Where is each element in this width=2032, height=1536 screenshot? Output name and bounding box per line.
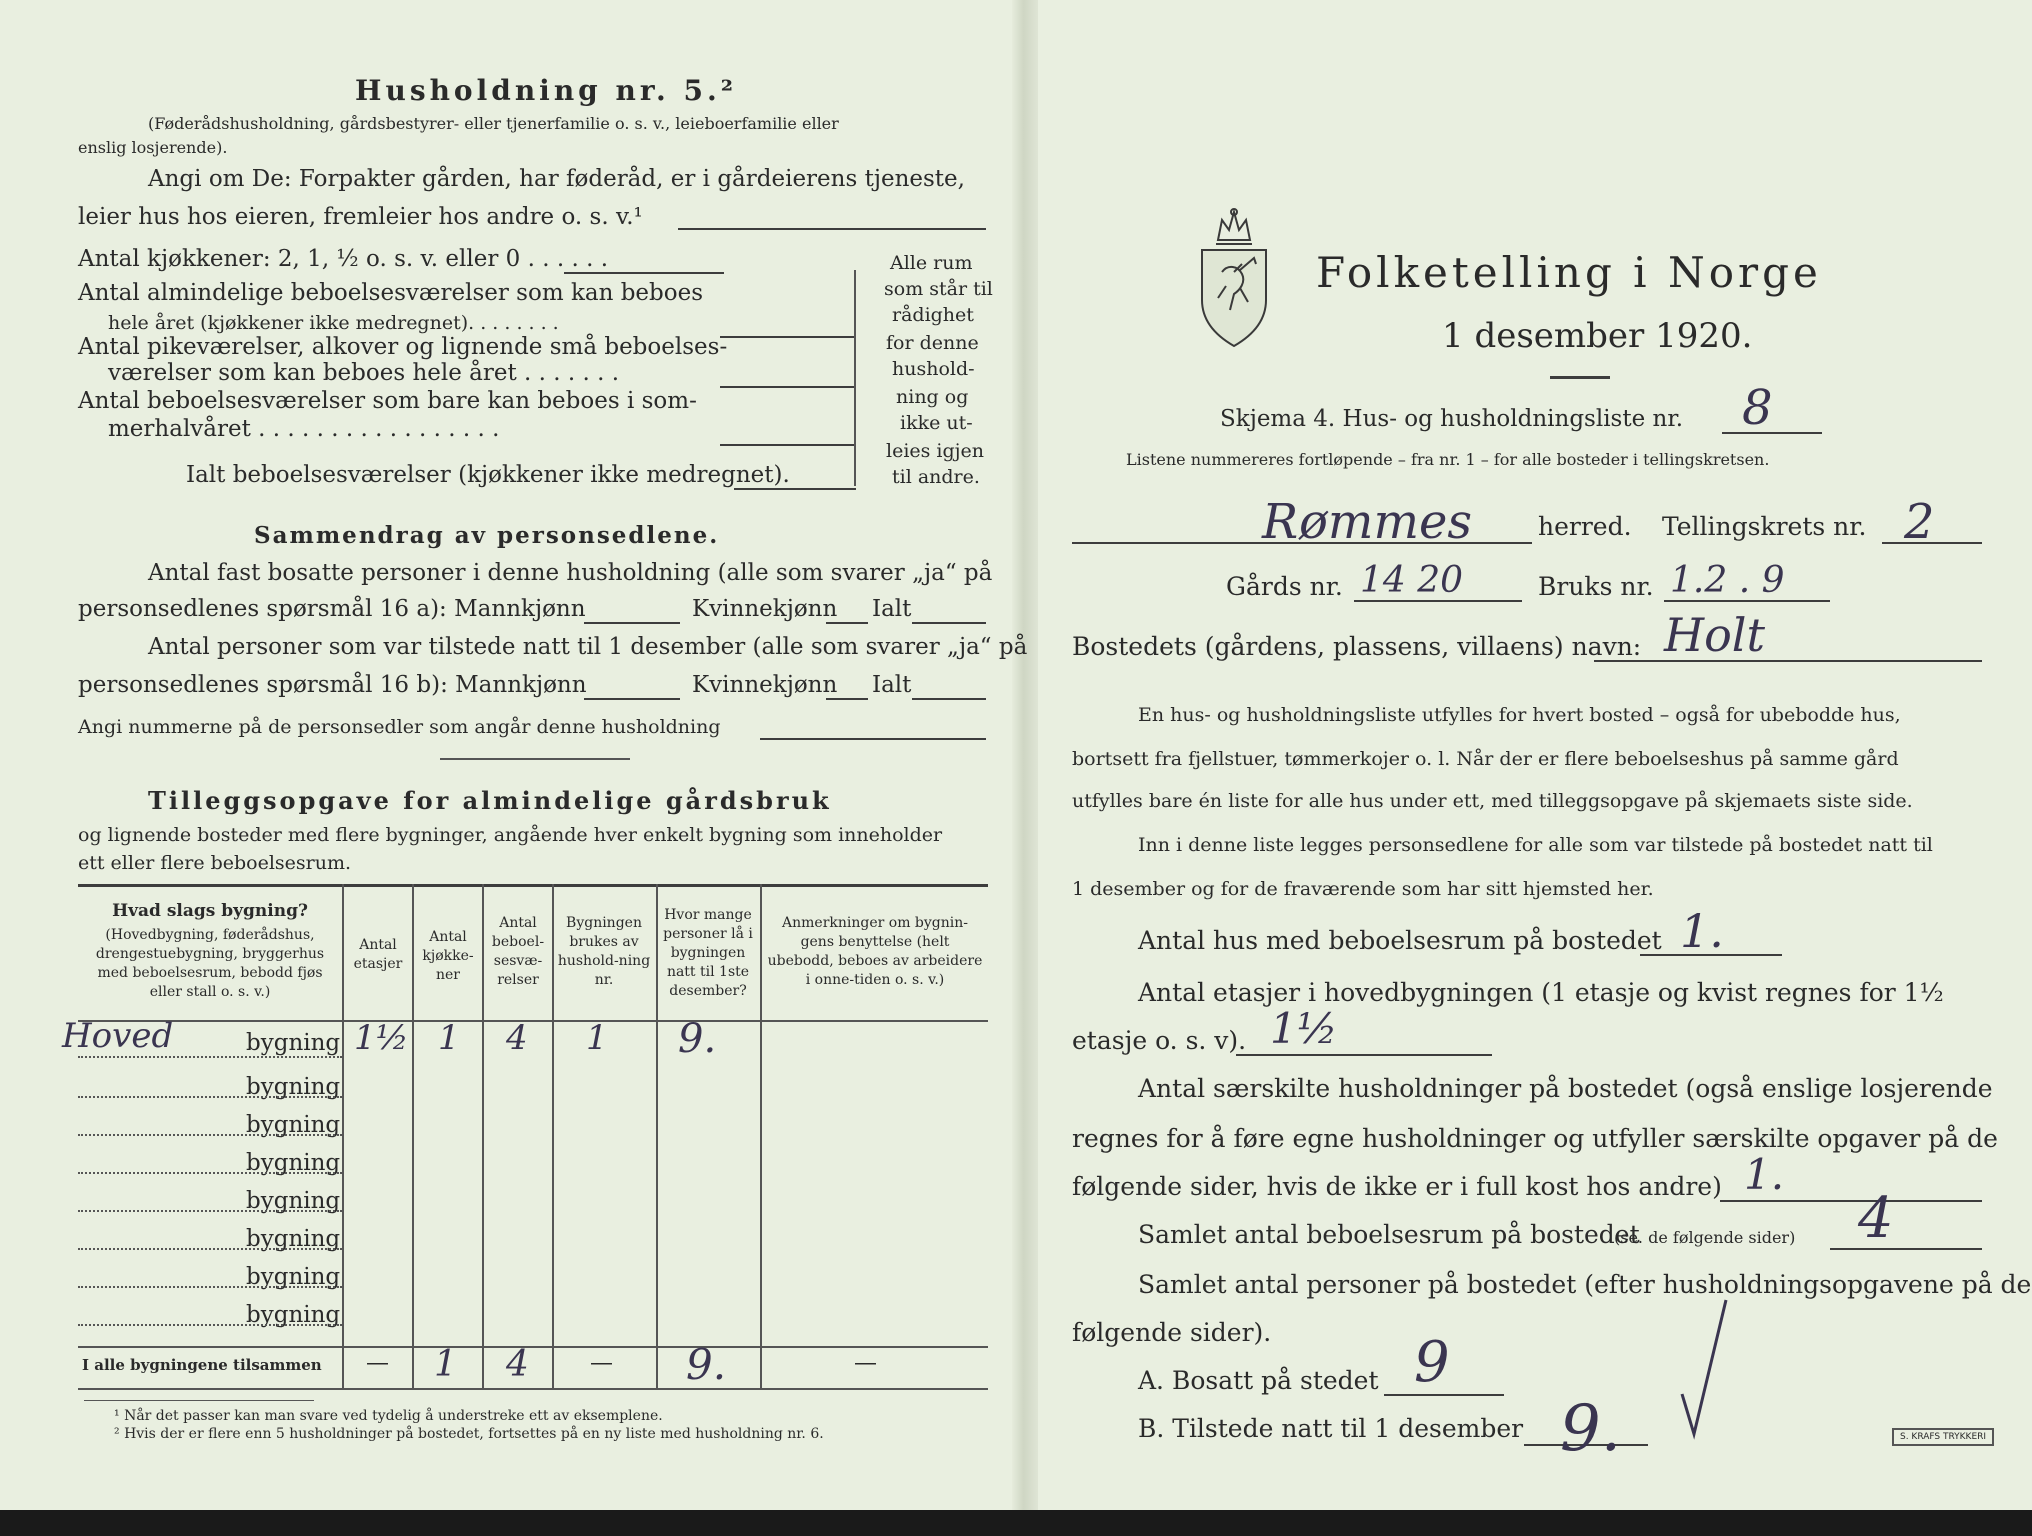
info-line-3: utfylles bare én liste for alle hus under ett, med tilleggsopgave på skjemaets siste side. (1072, 790, 1913, 812)
extra-line-2: ett eller flere beboelsesrum. (78, 852, 352, 874)
row-label: bygning (246, 1150, 341, 1176)
qb-value: 9. (1560, 1392, 1622, 1466)
col-head-rooms: Antal beboel-sesvæ-relser (491, 915, 545, 988)
household-ask-1: Angi om De: Forpakter gården, har føderåd, er i gårdeierens tjeneste, (148, 166, 965, 192)
row-label: bygning (246, 1030, 341, 1056)
rooms-summer-a: Antal beboelsesværelser som bare kan beboes i som- (78, 388, 697, 414)
summary-total-2: Ialt (872, 672, 912, 698)
rooms-total: Ialt beboelsesværelser (kjøkkener ikke medregnet). (186, 462, 790, 488)
schema-label: Skjema 4. Hus- og husholdningsliste nr. (1220, 406, 1684, 432)
rooms-note-3: rådighet (892, 304, 974, 326)
info-line-5: 1 desember og for de fraværende som har sitt hjemsted her. (1072, 878, 1654, 900)
info-line-4: Inn i denne liste legges personsedlene for alle som var tilstede på bostedet natt til (1138, 834, 1933, 856)
census-date: 1 desember 1920. (1442, 316, 1753, 356)
cell-persons: 9. (678, 1016, 717, 1062)
rooms-note-9: til andre. (892, 466, 980, 488)
bosted-value: Holt (1664, 608, 1766, 662)
cell-rooms: 4 (506, 1018, 528, 1058)
total-household: — (590, 1350, 613, 1376)
info-line-2: bortsett fra fjellstuer, tømmerkojer o. l. Når der er flere beboelseshus på samme gård (1072, 748, 1899, 770)
info-line-1: En hus- og husholdningsliste utfylles for hvert bosted – også for ubebodde hus, (1138, 704, 1901, 726)
numbering-note: Listene nummereres fortløpende – fra nr. 1 – for alle bosteder i tellingskretsen. (1126, 450, 1770, 469)
row-label: bygning (246, 1112, 341, 1138)
coat-of-arms-icon (1196, 206, 1272, 348)
cell-kitchens: 1 (438, 1018, 460, 1058)
herred-value: Rømmes (1262, 494, 1472, 550)
gards-label: Gårds nr. (1226, 572, 1343, 601)
footnote-2: ² Hvis der er flere enn 5 husholdninger på bostedet, fortsettes på en ny liste med husholdning nr. 6. (114, 1426, 824, 1442)
summary-female-1: Kvinnekjønn (692, 596, 838, 622)
rooms-note-1: Alle rum (890, 252, 973, 274)
summary-title: Sammendrag av personsedlene. (254, 522, 720, 549)
rooms-note-8: leies igjen (886, 440, 985, 462)
bosted-label: Bostedets (gårdens, plassens, villaens) navn: (1072, 632, 1642, 661)
bruks-value: 1.2 . 9 (1670, 560, 1785, 601)
schema-value: 8 (1742, 380, 1773, 436)
q5-line-2: følgende sider). (1072, 1318, 1272, 1347)
qa-value: 9 (1414, 1330, 1450, 1395)
col-building-head: Hvad slags bygning? (112, 901, 308, 921)
rooms-note-6: ning og (896, 386, 969, 408)
summary-total-1: Ialt (872, 596, 912, 622)
row-label: bygning (246, 1188, 341, 1214)
rooms-note-7: ikke ut- (900, 412, 973, 434)
household-ask-2: leier hus hos eieren, fremleier hos andre o. s. v.¹ (78, 204, 643, 230)
total-persons: 9. (686, 1340, 727, 1389)
summary-line-1: Antal fast bosatte personer i denne husholdning (alle som svarer „ja“ på (148, 560, 993, 586)
q4-note: (se. de følgende sider) (1614, 1228, 1796, 1247)
col-head-household: Bygningen brukes av hushold-ning nr. (557, 915, 651, 988)
footnote-1: ¹ Når det passer kan man svare ved tydelig å understreke ett av eksemplene. (114, 1408, 663, 1424)
krets-label: Tellingskrets nr. (1662, 512, 1867, 541)
rooms-ordinary-a: Antal almindelige beboelsesværelser som kan beboes (78, 280, 704, 306)
total-floors: — (366, 1350, 389, 1376)
col-building-sub: (Hovedbygning, føderådshus, drengestuebygning, bryggerhus med beboelsesrum, bebodd fjøs eller stall o. s. v.) (95, 927, 325, 1000)
q2-line-1: Antal etasjer i hovedbygningen (1 etasje og kvist regnes for 1½ (1138, 978, 1944, 1007)
q4-value: 4 (1858, 1186, 1894, 1251)
building-table (62, 884, 988, 1390)
cell-household: 1 (586, 1018, 608, 1058)
row-label: bygning (246, 1302, 341, 1328)
building-name: Hoved (62, 1016, 174, 1056)
q4-label: Samlet antal beboelsesrum på bostedet (1138, 1220, 1640, 1249)
col-head-remarks: Anmerkninger om bygnin-gens benyttelse (helt ubebodd, beboes av arbeidere i onne-tiden o. s. v.) (767, 915, 983, 988)
summary-line-4: personsedlenes spørsmål 16 b): Mannkjønn (78, 672, 587, 698)
summary-line-3: Antal personer som var tilstede natt til 1 desember (alle som svarer „ja“ på (148, 634, 1028, 660)
cell-floors: 1½ (354, 1018, 409, 1058)
q5-line-1: Samlet antal personer på bostedet (efter husholdningsopgavene på de (1138, 1270, 2032, 1299)
total-rooms: 4 (506, 1344, 529, 1385)
q1-label: Antal hus med beboelsesrum på bostedet (1138, 926, 1662, 955)
q3-line-3: følgende sider, hvis de ikke er i full kost hos andre) (1072, 1172, 1722, 1201)
krets-value: 2 (1904, 494, 1935, 550)
summary-female-2: Kvinnekjønn (692, 672, 838, 698)
q1-value: 1. (1680, 904, 1724, 958)
summary-line-2: personsedlenes spørsmål 16 a): Mannkjønn (78, 596, 586, 622)
rooms-ordinary-b: hele året (kjøkkener ikke medregnet). . . . . . . . (108, 312, 559, 334)
q3-line-1: Antal særskilte husholdninger på bostedet (også enslige losjerende (1138, 1074, 1993, 1103)
col-head-persons: Hvor mange personer lå i bygningen natt til 1ste desember? (663, 907, 753, 999)
rooms-kitchens: Antal kjøkkener: 2, 1, ½ o. s. v. eller 0 . . . . . . (78, 246, 609, 272)
household-intro-1: (Føderådshusholdning, gårdsbestyrer- eller tjenerfamilie o. s. v., leieboerfamilie eller (148, 114, 839, 133)
summary-numbers: Angi nummerne på de personsedler som angår denne husholdning (78, 716, 721, 738)
table-total-label: I alle bygningene tilsammen (82, 1356, 322, 1374)
rooms-note-4: for denne (886, 332, 979, 354)
total-remarks: — (854, 1350, 877, 1376)
rooms-note-5: hushold- (892, 358, 975, 380)
extra-line-1: og lignende bosteder med flere bygninger, angående hver enkelt bygning som inneholder (78, 824, 943, 846)
qa-label: A. Bosatt på stedet (1138, 1366, 1379, 1395)
q2-value: 1½ (1270, 1004, 1338, 1053)
checkmark-icon (1676, 1294, 1736, 1444)
q3-line-2: regnes for å føre egne husholdninger og utfyller særskilte opgaver på de (1072, 1124, 1998, 1153)
col-head-floors: Antal etasjer (353, 937, 403, 972)
rooms-note-2: som står til (884, 278, 993, 300)
herred-label: herred. (1538, 512, 1632, 541)
ask-answer-line (678, 228, 986, 230)
rooms-summer-b: merhalvåret . . . . . . . . . . . . . . . . . (108, 416, 500, 442)
table-row (62, 1016, 988, 1062)
rooms-small-b: værelser som kan beboes hele året . . . . . . . (108, 360, 620, 386)
page-fold (1012, 0, 1038, 1510)
bruks-label: Bruks nr. (1538, 572, 1654, 601)
printer-stamp: S. KRAFS TRYKKERI (1892, 1428, 1994, 1446)
household-title: Husholdning nr. 5.² (355, 74, 738, 107)
total-kitchens: 1 (434, 1344, 457, 1385)
rooms-small-a: Antal pikeværelser, alkover og lignende små beboelses- (78, 334, 728, 360)
row-label: bygning (246, 1264, 341, 1290)
q2-line-2: etasje o. s. v). (1072, 1026, 1247, 1055)
census-title: Folketelling i Norge (1316, 248, 1822, 297)
household-intro-2: enslig losjerende). (78, 138, 228, 157)
gards-value: 14 20 (1360, 560, 1464, 601)
row-label: bygning (246, 1226, 341, 1252)
qb-label: B. Tilstede natt til 1 desember (1138, 1414, 1524, 1443)
col-head-kitchens: Antal kjøkke-ner (422, 929, 474, 983)
q3-value: 1. (1744, 1150, 1785, 1199)
extra-title: Tilleggsopgave for almindelige gårdsbruk (148, 786, 832, 815)
row-label: bygning (246, 1074, 341, 1100)
